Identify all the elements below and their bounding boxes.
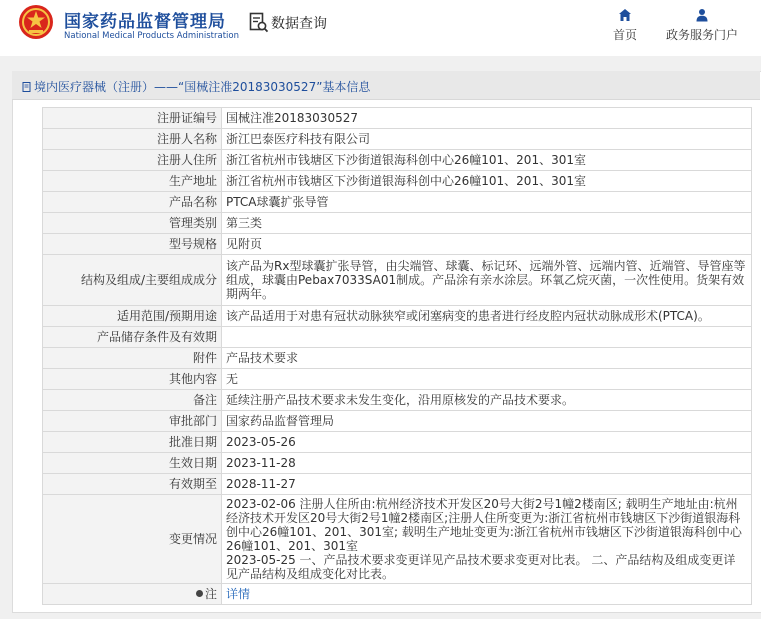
- field-label: 产品名称: [43, 192, 222, 213]
- data-query-title: 数据查询: [271, 16, 327, 32]
- table-row: [43, 108, 752, 129]
- change-history-value: [222, 495, 752, 584]
- note-label-cell: [43, 584, 222, 605]
- table-row-change-history: [43, 495, 752, 584]
- field-value: PTCA球囊扩张导管: [222, 192, 752, 213]
- field-value: 该产品为Rx型球囊扩张导管，由尖端管、球囊、标记环、远端外管、远端内管、近端管、导管座等组成，球囊由Pebax7033SA01制成。产品涂有亲水涂层。环氧乙烷灭菌，一次性使用。货架有效期两年。: [222, 255, 752, 306]
- field-label: 型号规格: [43, 234, 222, 255]
- table-row: [43, 453, 752, 474]
- nav-home-label: 首页: [612, 28, 637, 42]
- nav-service-portal-label: 政务服务门户: [665, 28, 738, 42]
- detail-link[interactable]: 详情: [226, 587, 251, 601]
- field-value: 2023-11-28: [222, 453, 752, 474]
- home-icon: [618, 8, 632, 22]
- field-label: 注册人住所: [43, 150, 222, 171]
- table-row: [43, 348, 752, 369]
- field-value: 见附页: [222, 234, 752, 255]
- field-label: 适用范围/预期用途: [43, 306, 222, 327]
- table-row: [43, 390, 752, 411]
- table-row: [43, 213, 752, 234]
- field-value: [222, 327, 752, 348]
- table-row: [43, 474, 752, 495]
- breadcrumb-bar: [12, 71, 760, 100]
- nav-service-portal[interactable]: [660, 8, 744, 43]
- document-icon: [22, 82, 32, 92]
- table-row: [43, 369, 752, 390]
- field-value: 浙江巴泰医疗科技有限公司: [222, 129, 752, 150]
- change-entry: 2023-02-06 注册人住所由:杭州经济技术开发区20号大街2号1幢2楼南区; 载明生产地址由:杭州经济技术开发区20号大街2号1幢2楼南区;注册人住所变更为:浙江省杭州市钱塘区下沙街道银海科创中心26幢101、201、301室; 载明生产地址变更为:浙江省杭州市钱塘区下沙街道银海科创中心26幢101、201、301室: [226, 497, 742, 553]
- field-value: 第三类: [222, 213, 752, 234]
- breadcrumb: [22, 78, 370, 95]
- field-label: 注册人名称: [43, 129, 222, 150]
- note-label: 注: [204, 587, 217, 601]
- table-row: [43, 192, 752, 213]
- field-label: 结构及组成/主要组成成分: [43, 255, 222, 306]
- table-row: [43, 327, 752, 348]
- field-label: 附件: [43, 348, 222, 369]
- field-label: 备注: [43, 390, 222, 411]
- field-label: 其他内容: [43, 369, 222, 390]
- field-value: 国家药品监督管理局: [222, 411, 752, 432]
- table-row: [43, 255, 752, 306]
- table-row: [43, 411, 752, 432]
- field-label: 审批部门: [43, 411, 222, 432]
- field-value: 延续注册产品技术要求未发生变化，沿用原核发的产品技术要求。: [222, 390, 752, 411]
- field-label: 产品储存条件及有效期: [43, 327, 222, 348]
- change-entry: 2023-05-25 一、产品技术要求变更详见产品技术要求变更对比表。 二、产品结构及组成变更详见产品结构及组成变化对比表。: [226, 553, 736, 581]
- table-row: [43, 306, 752, 327]
- brand-name-en: National Medical Products Administration: [64, 31, 239, 41]
- field-value: 浙江省杭州市钱塘区下沙街道银海科创中心26幢101、201、301室: [222, 150, 752, 171]
- field-value: 国械注准20183030527: [222, 108, 752, 129]
- site-header: [0, 0, 761, 56]
- field-value: 2028-11-27: [222, 474, 752, 495]
- table-row: [43, 129, 752, 150]
- field-value: 浙江省杭州市钱塘区下沙街道银海科创中心26幢101、201、301室: [222, 171, 752, 192]
- registration-info-table: [42, 107, 752, 605]
- brand-name-cn: 国家药品监督管理局: [64, 12, 226, 32]
- field-value: 产品技术要求: [222, 348, 752, 369]
- user-icon: [695, 8, 709, 22]
- field-label: 管理类别: [43, 213, 222, 234]
- field-label: 注册证编号: [43, 108, 222, 129]
- field-label: 批准日期: [43, 432, 222, 453]
- field-value: 2023-05-26: [222, 432, 752, 453]
- breadcrumb-text: 境内医疗器械（注册）——“国械注准20183030527”基本信息: [34, 80, 371, 94]
- field-label: 有效期至: [43, 474, 222, 495]
- field-value: 该产品适用于对患有冠状动脉狭窄或闭塞病变的患者进行经皮腔内冠状动脉成形术(PTCA)。: [222, 306, 752, 327]
- table-row: [43, 171, 752, 192]
- field-label: 变更情况: [43, 495, 222, 584]
- table-row: [43, 150, 752, 171]
- nav-home[interactable]: [607, 8, 643, 43]
- national-emblem-logo: [18, 4, 54, 40]
- field-label: 生产地址: [43, 171, 222, 192]
- bullet-icon: [196, 590, 203, 597]
- note-value: [222, 584, 752, 605]
- table-row: [43, 234, 752, 255]
- field-value: 无: [222, 369, 752, 390]
- table-row-note: [43, 584, 752, 605]
- table-row: [43, 432, 752, 453]
- field-label: 生效日期: [43, 453, 222, 474]
- document-search-icon: [249, 12, 269, 34]
